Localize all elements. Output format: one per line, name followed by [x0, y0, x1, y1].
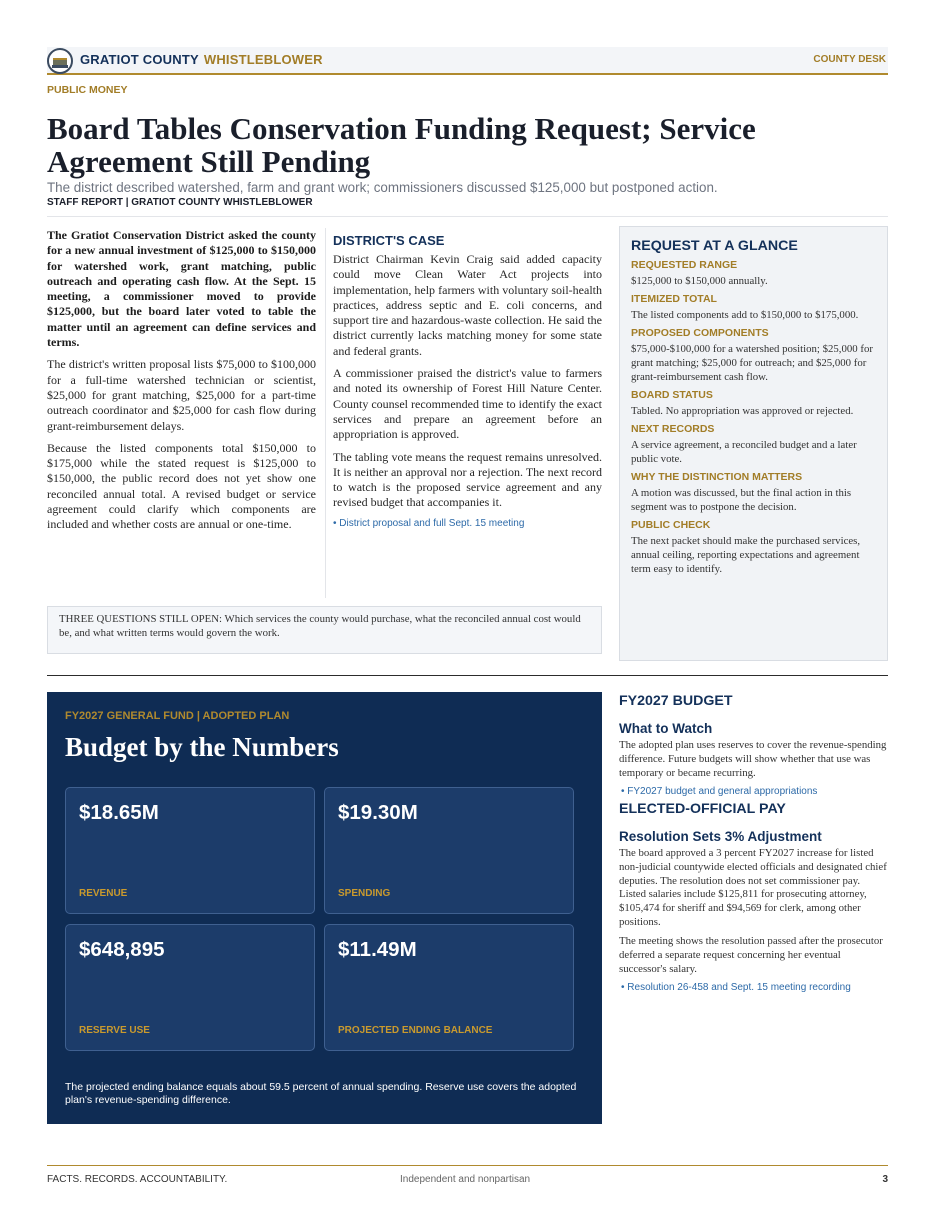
body-paragraph: A commissioner praised the district's value to farmers and noted its ownership of Forest Hill Nature Center. County counsel recommended time to identify the exact services and prepare an agreement before an appropriation is approved.: [333, 366, 602, 442]
publication-brand[interactable]: [80, 52, 323, 67]
glance-value: A service agreement, a reconciled budget and a later public vote.: [631, 439, 857, 465]
glance-label: WHY THE DISTINCTION MATTERS: [631, 471, 803, 483]
sidebar-briefs: [619, 693, 889, 997]
footer-rule: [47, 1165, 888, 1166]
stat-label: PROJECTED ENDING BALANCE: [338, 1025, 493, 1036]
budget-title: Budget by the Numbers: [65, 732, 339, 762]
masthead: [47, 47, 888, 75]
glance-value: $75,000-$100,000 for a watershed position; $25,000 for grant matching; $25,000 for outreach; and $25,000 for grant-reimbursement cash flow.: [631, 343, 873, 383]
stat-value: $11.49M: [338, 938, 417, 961]
county-seal-logo: [47, 48, 73, 74]
brand-secondary: WHISTLEBLOWER: [203, 52, 323, 67]
glance-value: $125,000 to $150,000 annually.: [631, 275, 768, 287]
glance-value: The listed components add to $150,000 to $175,000.: [631, 309, 859, 321]
stat-card-spending: [324, 787, 574, 914]
budget-note: The projected ending balance equals about 59.5 percent of annual spending. Reserve use covers the adopted plan's revenue-spending difference.: [65, 1081, 577, 1106]
glance-label: PROPOSED COMPONENTS: [631, 327, 769, 339]
stat-card-ending-balance: [324, 924, 574, 1051]
budget-eyebrow: FY2027 GENERAL FUND | ADOPTED PLAN: [65, 710, 290, 722]
stat-card-revenue: [65, 787, 315, 914]
source-link[interactable]: • FY2027 budget and general appropriations: [621, 785, 818, 797]
stat-label: REVENUE: [79, 888, 128, 899]
article-column-1: [47, 228, 316, 540]
article-column-2: [333, 233, 602, 529]
brief-section-title: ELECTED-OFFICIAL PAY: [619, 800, 786, 817]
source-link[interactable]: • District proposal and full Sept. 15 meeting: [333, 517, 525, 529]
brief-text: The meeting shows the resolution passed after the prosecutor deferred a separate request concerning her eventual successor's salary.: [619, 935, 883, 975]
glance-label: REQUESTED RANGE: [631, 259, 738, 271]
section-divider: [47, 675, 888, 676]
open-questions-callout: THREE QUESTIONS STILL OPEN: Which services the county would purchase, what the reconciled annual cost would be, and what written terms would govern the work.: [47, 606, 602, 654]
page-number: 3: [882, 1174, 888, 1185]
glance-value: Tabled. No appropriation was approved or rejected.: [631, 405, 854, 417]
brief-text: The adopted plan uses reserves to cover the revenue-spending difference. Future budgets will show whether that use was temporary or became recurring.: [619, 739, 887, 779]
stat-label: RESERVE USE: [79, 1025, 150, 1036]
body-paragraph: The district's written proposal lists $75,000 to $100,000 for a full-time watershed technician or scientist, $25,000 for grant matching, $25,000 for a part-time outreach coordinator and $25,000 for cash flow during grant-reimbursement delays.: [47, 357, 316, 433]
section-desk: COUNTY DESK: [813, 54, 886, 65]
brief-text: The board approved a 3 percent FY2027 increase for listed non-judicial countywide elected officials and designated chief deputies. The resolution does not set commissioner pay. Listed salaries include $125,811 for prosecuting attorney, $105,474 for sheriff and $94,569 for clerk, among other positions.: [619, 846, 887, 929]
section-kicker: PUBLIC MONEY: [47, 84, 128, 96]
headline: Board Tables Conservation Funding Request; Service Agreement Still Pending: [47, 111, 756, 179]
glance-label: PUBLIC CHECK: [631, 519, 711, 531]
footer-motto: Independent and nonpartisan: [400, 1174, 531, 1185]
glance-title: REQUEST AT A GLANCE: [631, 238, 798, 254]
byline: STAFF REPORT | GRATIOT COUNTY WHISTLEBLOWER: [47, 197, 313, 208]
footer-tagline: FACTS. RECORDS. ACCOUNTABILITY.: [47, 1174, 228, 1185]
column-divider: [325, 228, 326, 598]
glance-label: ITEMIZED TOTAL: [631, 293, 717, 305]
brief-subhead: Resolution Sets 3% Adjustment: [619, 828, 822, 844]
lede-paragraph: The Gratiot Conservation District asked the county for a new annual investment of $125,000 to $150,000 for watershed work, grant matching, public outreach and operating cash flow. At the Sept. 15 meeting, a commissioner moved to provide $125,000, but the board later voted to table the matter until an agreement can define services and terms.: [47, 228, 316, 350]
request-at-a-glance-box: [619, 226, 888, 661]
glance-label: NEXT RECORDS: [631, 423, 715, 435]
glance-value: A motion was discussed, but the final action in this segment was to postpone the decision.: [631, 487, 852, 513]
subheadline: The district described watershed, farm and grant work; commissioners discussed $125,000 but postponed action.: [47, 180, 718, 195]
stat-label: SPENDING: [338, 888, 391, 899]
column-heading: DISTRICT'S CASE: [333, 233, 445, 248]
stat-value: $18.65M: [79, 801, 159, 824]
budget-panel: [47, 692, 602, 1124]
stat-value: $19.30M: [338, 801, 418, 824]
body-paragraph: Because the listed components total $150,000 to $175,000 while the stated request is $125,000 to $150,000, the public record does not yet show one reconciled annual total. A revised budget or service agreement could clarify which components are included and whether costs are annual or one-time.: [47, 440, 316, 532]
divider: [47, 216, 888, 217]
brief-section-title: FY2027 BUDGET: [619, 693, 733, 709]
body-paragraph: District Chairman Kevin Craig said added capacity could move Clean Water Act projects into implementation, help farmers with voluntary soil-health practices, address septic and E. coli concerns, and support tire and hazardous-waste collection. He said the district currently lacks matching money for some state and federal grants.: [333, 252, 602, 358]
stat-card-reserve-use: [65, 924, 315, 1051]
glance-value: The next packet should make the purchased services, annual ceiling, reporting expectations and agreement term easy to identify.: [631, 535, 861, 575]
brief-subhead: What to Watch: [619, 721, 713, 736]
source-link[interactable]: • Resolution 26-458 and Sept. 15 meeting recording: [621, 981, 851, 993]
brand-primary: GRATIOT COUNTY: [80, 52, 199, 67]
stat-value: $648,895: [79, 938, 165, 961]
glance-label: BOARD STATUS: [631, 389, 713, 401]
body-paragraph: The tabling vote means the request remains unresolved. It is neither an approval nor a rejection. The next record to watch is the proposed service agreement and any revised budget that accompanies it.: [333, 449, 602, 510]
